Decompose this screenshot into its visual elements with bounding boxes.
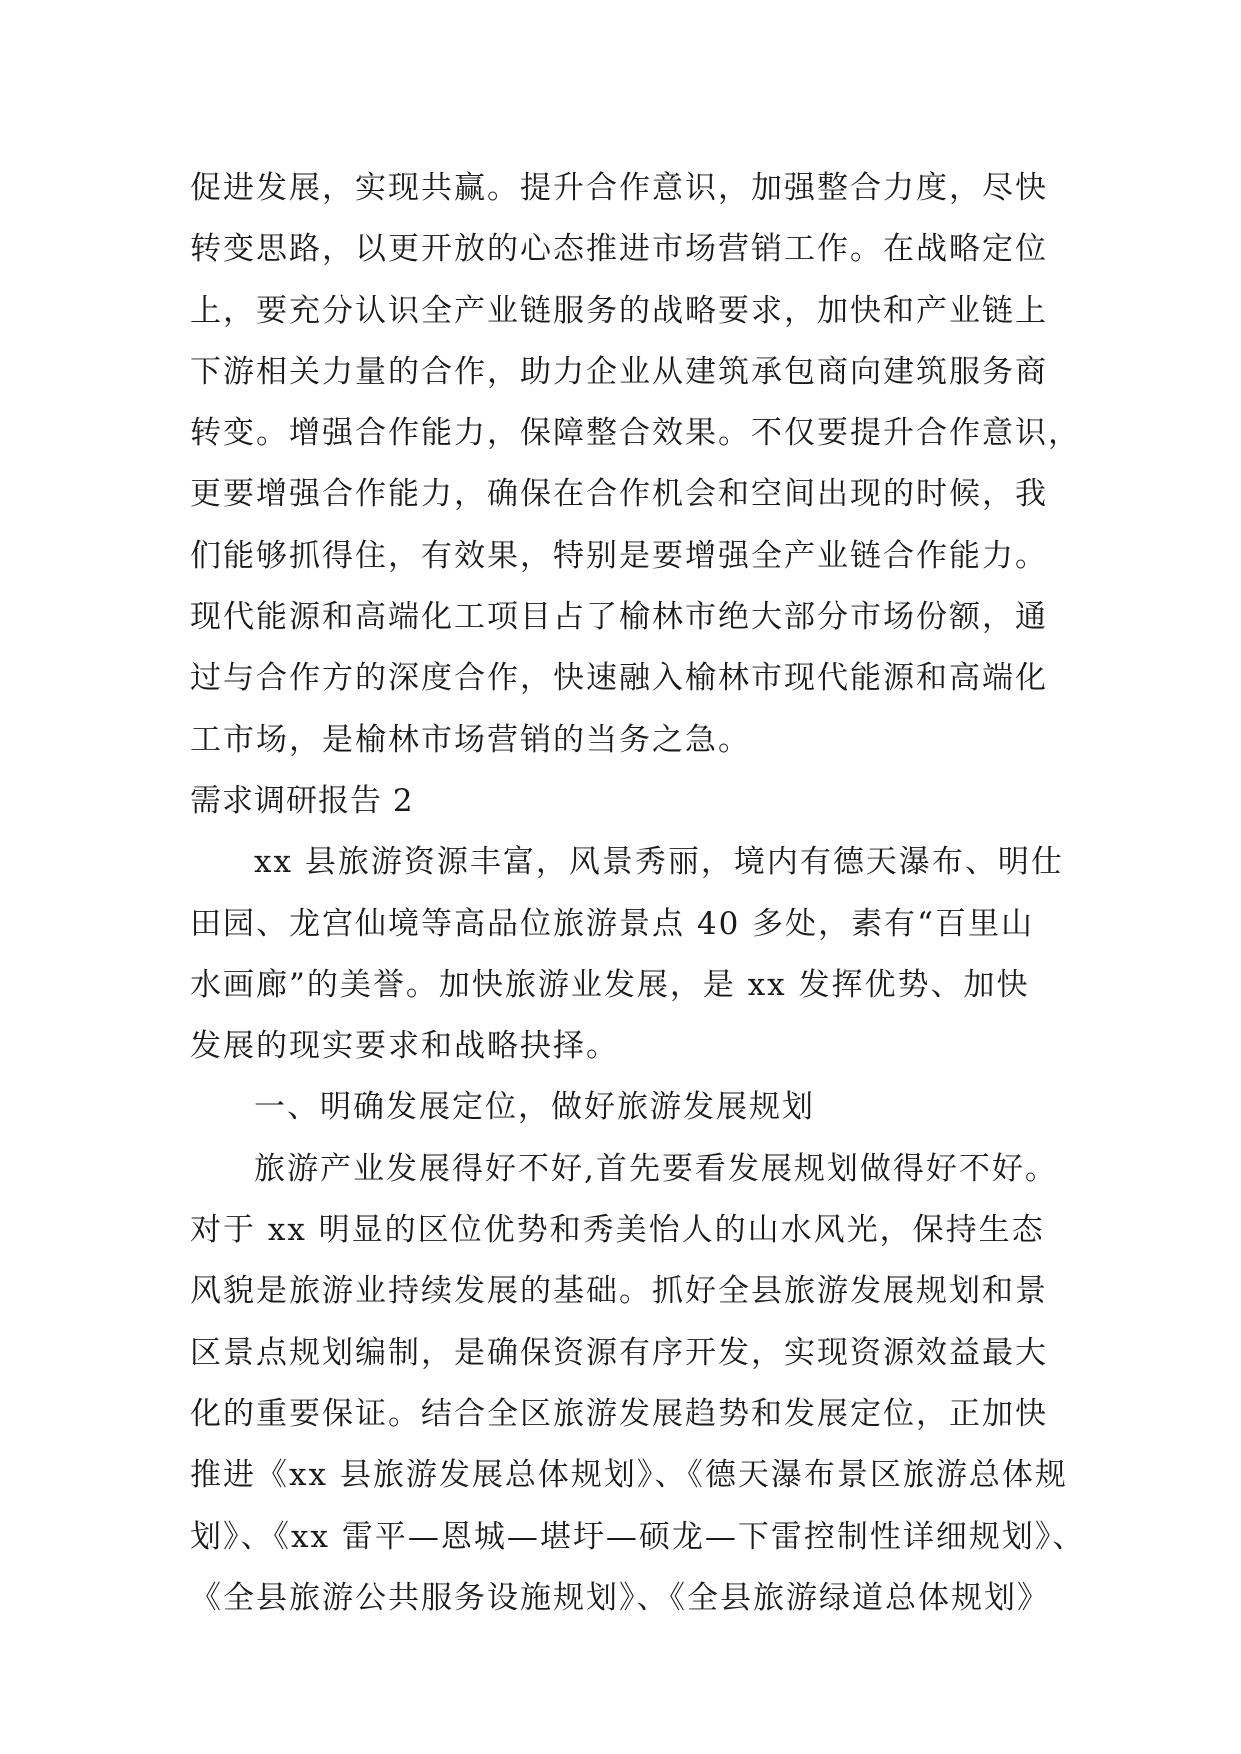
text-line: 现代能源和高端化工项目占了榆林市绝大部分市场份额，通	[190, 599, 1048, 636]
text-line: xx 县旅游资源丰富，风景秀丽，境内有德天瀑布、明仕	[254, 844, 1064, 881]
text-line: 上，要充分认识全产业链服务的战略要求，加快和产业链上	[190, 292, 1048, 329]
subsection-heading: 一、明确发展定位，做好旅游发展规划	[254, 1089, 815, 1126]
text-line: 促进发展，实现共赢。提升合作意识，加强整合力度，尽快	[190, 170, 1048, 206]
text-line: 区景点规划编制，是确保资源有序开发，实现资源效益最大	[190, 1334, 1048, 1371]
text-line: 推进《xx 县旅游发展总体规划》、《德天瀑布景区旅游总体规	[190, 1457, 1068, 1494]
text-line: 工市场，是榆林市场营销的当务之急。	[190, 721, 751, 758]
text-line: 水画廊”的美誉。加快旅游业发展，是 xx 发挥优势、加快	[190, 966, 1030, 1003]
text-line: 们能够抓得住，有效果，特别是要增强全产业链合作能力。	[190, 537, 1048, 574]
section-heading: 需求调研报告 2	[190, 782, 414, 819]
text-line: 转变。增强合作能力，保障整合效果。不仅要提升合作意识，	[190, 415, 1081, 452]
text-line: 过与合作方的深度合作，快速融入榆林市现代能源和高端化	[190, 660, 1048, 697]
text-line: 旅游产业发展得好不好,首先要看发展规划做得好不好。	[254, 1150, 1058, 1187]
document-body	[190, 158, 1090, 1629]
text-line: 风貌是旅游业持续发展的基础。抓好全县旅游发展规划和景	[190, 1273, 1048, 1310]
text-line: 划》、《xx 雷平—恩城—堪圩—硕龙—下雷控制性详细规划》、	[190, 1518, 1086, 1555]
text-line: 转变思路，以更开放的心态推进市场营销工作。在战略定位	[190, 231, 1048, 268]
text-line: 《全县旅游公共服务设施规划》、《全县旅游绿道总体规划》	[190, 1579, 1050, 1616]
text-line: 田园、龙宫仙境等高品位旅游景点 40 多处，素有“百里山	[190, 905, 1034, 942]
text-line: 下游相关力量的合作，助力企业从建筑承包商向建筑服务商	[190, 353, 1048, 390]
text-line: 发展的现实要求和战略抉择。	[190, 1028, 619, 1065]
text-line: 化的重要保证。结合全区旅游发展趋势和发展定位，正加快	[190, 1395, 1048, 1432]
text-line: 对于 xx 明显的区位优势和秀美怡人的山水风光，保持生态	[190, 1212, 1045, 1249]
text-line: 更要增强合作能力，确保在合作机会和空间出现的时候，我	[190, 476, 1048, 513]
